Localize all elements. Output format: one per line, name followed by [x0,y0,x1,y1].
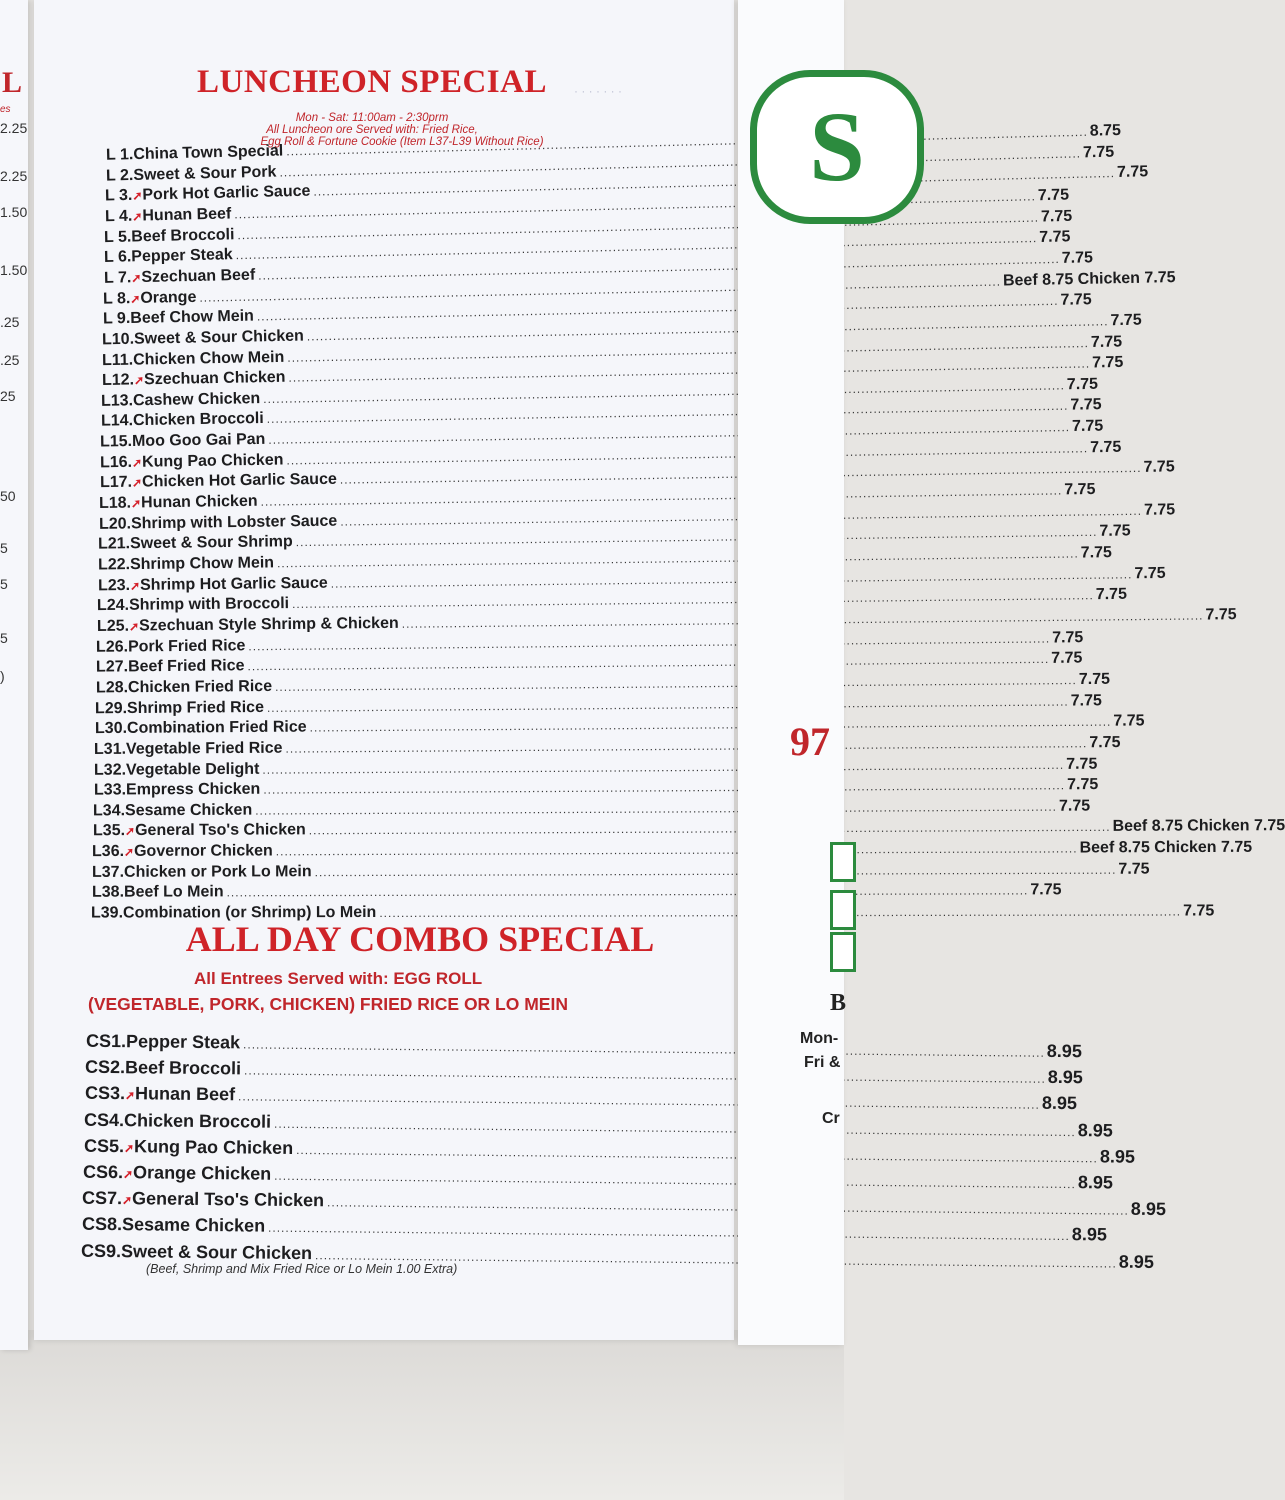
combo-footnote: (Beef, Shrimp and Mix Fried Rice or Lo Mein 1.00 Extra) [146,1262,458,1276]
item-name: Beef Fried Rice [127,657,245,676]
chili-pepper-icon: ➚ [133,373,144,388]
green-box-1 [830,842,856,882]
combo-served-with: All Entrees Served with: EGG ROLL [194,969,483,988]
item-name: Chicken Hot Garlic Sauce [141,471,337,491]
item-price: 8.95 [1041,1093,1077,1114]
item-code: L 6. [103,248,132,267]
item-name: Shrimp with Broccoli [129,595,290,615]
item-price: 7.75 [1037,186,1069,205]
item-price: Beef 8.75 Chicken 7.75 [1112,817,1285,836]
phone-number-fragment: 97 [790,719,830,764]
item-price: 7.75 [1113,712,1145,730]
left-panel-price-fragment: 5 [0,576,8,592]
left-panel-price-fragment: .25 [0,352,20,368]
item-name: Orange Chicken [133,1162,272,1184]
leader-dots [276,842,1078,859]
item-price: 8.95 [1046,1040,1083,1062]
chili-pepper-icon: ➚ [132,188,143,204]
menu-item-row [91,881,1062,902]
item-name: Szechuan Chicken [143,368,286,389]
item-name: Sweet & Sour Chicken [121,1240,313,1263]
chili-pepper-icon: ➚ [128,619,139,634]
item-price: 7.75 [1039,228,1071,247]
left-panel-price-fragment: 5 [0,540,8,556]
luncheon-hours: Mon - Sat: 11:00am - 2:30prm [295,112,449,124]
item-code: L18. [99,494,132,513]
item-price: 7.75 [1078,670,1110,688]
combo-special-title: ALL DAY COMBO SPECIAL [185,919,655,959]
item-name: Shrimp Chow Mein [129,554,275,574]
item-name: Orange [140,288,197,307]
item-price: 7.75 [1142,458,1175,477]
left-panel-price-fragment: .25 [0,314,20,330]
item-price: 7.75 [1066,755,1098,773]
left-panel-price-fragment: 1.50 [0,262,28,278]
item-price: 7.75 [1116,163,1149,182]
item-code: L17. [99,474,132,492]
chili-pepper-icon: ➚ [124,824,135,839]
show-through-text: · · · · · · · [574,84,622,98]
item-name: Hunan Chicken [141,492,258,512]
item-price: 7.75 [1091,354,1124,372]
item-code: L27. [95,658,129,676]
item-code: CS6. [82,1161,124,1183]
item-code: L33. [93,781,126,799]
menu-item-row [93,797,1091,820]
item-price: 8.95 [1099,1146,1135,1167]
item-price: 8.75 [1089,121,1122,140]
item-code: L22. [97,556,131,574]
leader-dots [255,800,1057,818]
item-name: Kung Pao Chicken [141,451,284,471]
item-price: 7.75 [1110,311,1143,330]
left-panel-price-fragment: 25 [0,388,16,404]
green-box-3 [830,932,856,972]
item-code: L37. [91,863,125,881]
item-code: L 7. [103,269,132,287]
menu-item-row [92,817,1285,840]
item-code: L39. [91,904,124,922]
item-price: 7.75 [1082,143,1114,161]
chili-pepper-icon: ➚ [131,496,142,511]
right-menu-panel [738,0,865,1345]
left-panel-price-fragment: 5 [0,630,8,646]
item-name: Pork Hot Garlic Sauce [142,183,311,204]
chili-pepper-icon: ➚ [122,1167,134,1182]
item-price: Beef 8.75 Chicken 7.75 [1003,268,1176,290]
combo-choices: (VEGETABLE, PORK, CHICKEN) FRIED RICE OR LO MEIN [88,994,568,1014]
item-code: L 2. [105,166,134,185]
item-price: 8.95 [1077,1119,1114,1141]
item-name: Hunan Beef [141,205,232,225]
item-code: L14. [100,412,133,431]
leader-dots [286,736,1088,755]
chili-pepper-icon: ➚ [124,1088,135,1103]
item-price: 7.75 [1133,564,1166,582]
leader-dots [267,694,1069,714]
hours-label-2: Fri & [804,1054,841,1071]
leader-dots [309,820,1111,837]
item-price: 7.75 [1066,375,1099,394]
item-name: Shrimp Fried Rice [127,698,265,717]
item-name: Beef Chow Mein [129,307,254,328]
right-cr-text: Cr [822,1110,840,1127]
menu-item-row [92,838,1253,861]
luncheon-served-with: All Luncheon ore Served with: Fried Rice, [266,124,478,136]
item-price: 8.95 [1048,1067,1084,1088]
item-code: L24. [97,597,130,615]
item-price: 7.75 [1099,522,1132,541]
item-price: 7.75 [1090,332,1123,351]
menu-item-row [93,755,1098,780]
item-price: 7.75 [1095,586,1128,604]
leader-dots [262,757,1064,776]
item-price: 7.75 [1070,691,1103,710]
item-code: CS8. [81,1214,122,1235]
item-name: Chicken Broccoli [132,410,264,430]
item-name: Sesame Chicken [121,1214,266,1237]
item-code: L10. [102,330,135,349]
item-name: Hunan Beef [134,1083,236,1105]
item-code: L 1. [105,146,134,164]
item-name: Beef Broccoli [125,1057,242,1079]
item-name: Sweet & Sour Pork [132,163,277,184]
item-code: L 9. [102,310,131,328]
leader-dots [226,884,1028,900]
item-code: L32. [93,761,127,779]
item-name: Vegetable Fried Rice [126,739,283,758]
item-code: L 4. [104,207,133,226]
item-code: L36. [92,843,125,861]
item-name: Moo Goo Gai Pan [132,430,266,451]
item-code: L30. [94,720,127,738]
left-panel-price-fragment: ) [0,668,5,684]
item-price: 7.75 [1052,628,1084,647]
item-name: Szechuan Style Shrimp & Chicken [138,614,399,635]
item-code: L31. [94,740,127,758]
left-panel-note: es [0,104,11,115]
item-price: 7.75 [1070,396,1102,415]
item-price: 7.75 [1029,881,1062,899]
item-name: Sesame Chicken [125,801,253,820]
item-code: L23. [97,576,130,594]
left-panel-letter: L [2,66,23,99]
item-name: Kung Pao Chicken [133,1136,293,1158]
item-name: Pepper Steak [125,1031,241,1053]
item-name: Cashew Chicken [133,389,261,410]
chili-pepper-icon: ➚ [131,209,143,224]
right-letter-b: B [830,990,847,1016]
menu-item-row [93,776,1098,800]
item-code: L12. [101,371,134,390]
item-name: Empress Chicken [125,780,260,799]
item-code: L21. [98,535,131,554]
item-code: L 5. [104,228,132,246]
item-price: 7.75 [1060,291,1092,309]
left-menu-panel [0,0,28,1350]
item-code: CS3. [84,1083,125,1104]
restaurant-logo: S [750,70,924,224]
item-name: Pepper Steak [131,246,233,266]
item-code: CS4. [84,1109,125,1130]
item-price: 8.95 [1077,1172,1114,1193]
item-price: 7.75 [1205,606,1237,624]
left-panel-price-fragment: 1.50 [0,204,28,220]
item-code: L35. [92,822,125,840]
item-price: 7.75 [1089,733,1121,752]
chili-pepper-icon: ➚ [131,455,143,470]
item-code: CS7. [82,1187,123,1209]
item-name: Sweet & Sour Shrimp [130,533,294,553]
item-name: Shrimp with Lobster Sauce [130,512,338,533]
item-price: 7.75 [1118,860,1150,878]
chili-pepper-icon: ➚ [130,270,142,286]
item-price: 8.95 [1118,1251,1155,1272]
item-code: L13. [101,392,134,410]
item-price: 7.75 [1183,902,1215,920]
item-code: L34. [93,802,126,820]
item-name: Szechuan Beef [140,266,255,286]
item-code: L 8. [103,289,131,308]
chili-pepper-icon: ➚ [131,475,142,491]
item-name: China Town Special [133,142,284,164]
item-name: Chicken Broccoli [124,1109,272,1132]
item-name: Beef Broccoli [131,225,236,246]
left-panel-price-fragment: 2.25 [0,120,28,136]
item-code: L26. [96,638,129,656]
item-code: L 3. [105,187,133,205]
item-name: Chicken or Pork Lo Mein [123,862,312,881]
luncheon-extras: Egg Roll & Fortune Cookie (Item L37-L39 Without Rice) [260,136,544,148]
item-price: 7.75 [1066,776,1098,794]
item-price: Beef 8.75 Chicken 7.75 [1079,838,1253,857]
item-price: 7.75 [1061,249,1093,267]
item-code: L20. [98,515,131,533]
item-code: L25. [96,617,129,635]
item-name: Governor Chicken [134,842,274,861]
chili-pepper-icon: ➚ [123,1140,134,1156]
item-name: General Tso's Chicken [132,1188,325,1211]
left-panel-price-fragment: 2.25 [0,168,28,184]
item-price: 7.75 [1080,544,1112,562]
item-price: 7.75 [1051,649,1083,668]
item-code: CS5. [83,1135,124,1156]
left-panel-price-fragment: 50 [0,488,16,504]
item-price: 7.75 [1072,417,1104,436]
chili-pepper-icon: ➚ [130,291,141,306]
item-code: CS2. [85,1056,126,1078]
item-name: Beef Lo Mein [123,883,224,902]
item-name: Vegetable Delight [125,760,260,779]
green-box-2 [830,890,856,930]
leader-dots [263,778,1065,796]
item-name: Combination (or Shrimp) Lo Mein [123,904,377,922]
item-name: Chicken Chow Mein [133,348,285,369]
item-price: 8.95 [1071,1224,1107,1245]
leader-dots [315,863,1117,879]
item-code: L15. [100,433,133,451]
item-price: 7.75 [1059,797,1091,815]
item-code: L16. [99,453,133,472]
item-price: 8.95 [1131,1198,1167,1220]
item-code: CS9. [81,1240,122,1261]
item-price: 7.75 [1064,481,1096,499]
item-name: Chicken Fried Rice [127,677,272,697]
item-name: Combination Fried Rice [126,718,307,738]
item-code: L38. [91,884,124,902]
item-name: Sweet & Sour Chicken [134,327,305,348]
hours-label: Mon- [800,1030,839,1047]
item-code: L29. [95,699,128,717]
menu-item-row [91,860,1150,882]
leader-dots [247,652,1049,673]
chili-pepper-icon: ➚ [124,845,135,860]
item-code: L11. [101,351,134,369]
chili-pepper-icon: ➚ [122,1193,133,1208]
chili-pepper-icon: ➚ [129,578,140,593]
luncheon-special-title: LUNCHEON SPECIAL [197,64,547,100]
item-code: CS1. [85,1030,127,1052]
item-name: Pork Fried Rice [128,636,246,656]
item-price: 7.75 [1041,207,1073,226]
table-surface [0,1330,844,1500]
item-name: General Tso's Chicken [134,821,306,840]
item-price: 7.75 [1143,501,1176,519]
item-price: 7.75 [1090,438,1122,456]
item-code: L28. [95,679,128,697]
item-name: Shrimp Hot Garlic Sauce [139,574,328,594]
